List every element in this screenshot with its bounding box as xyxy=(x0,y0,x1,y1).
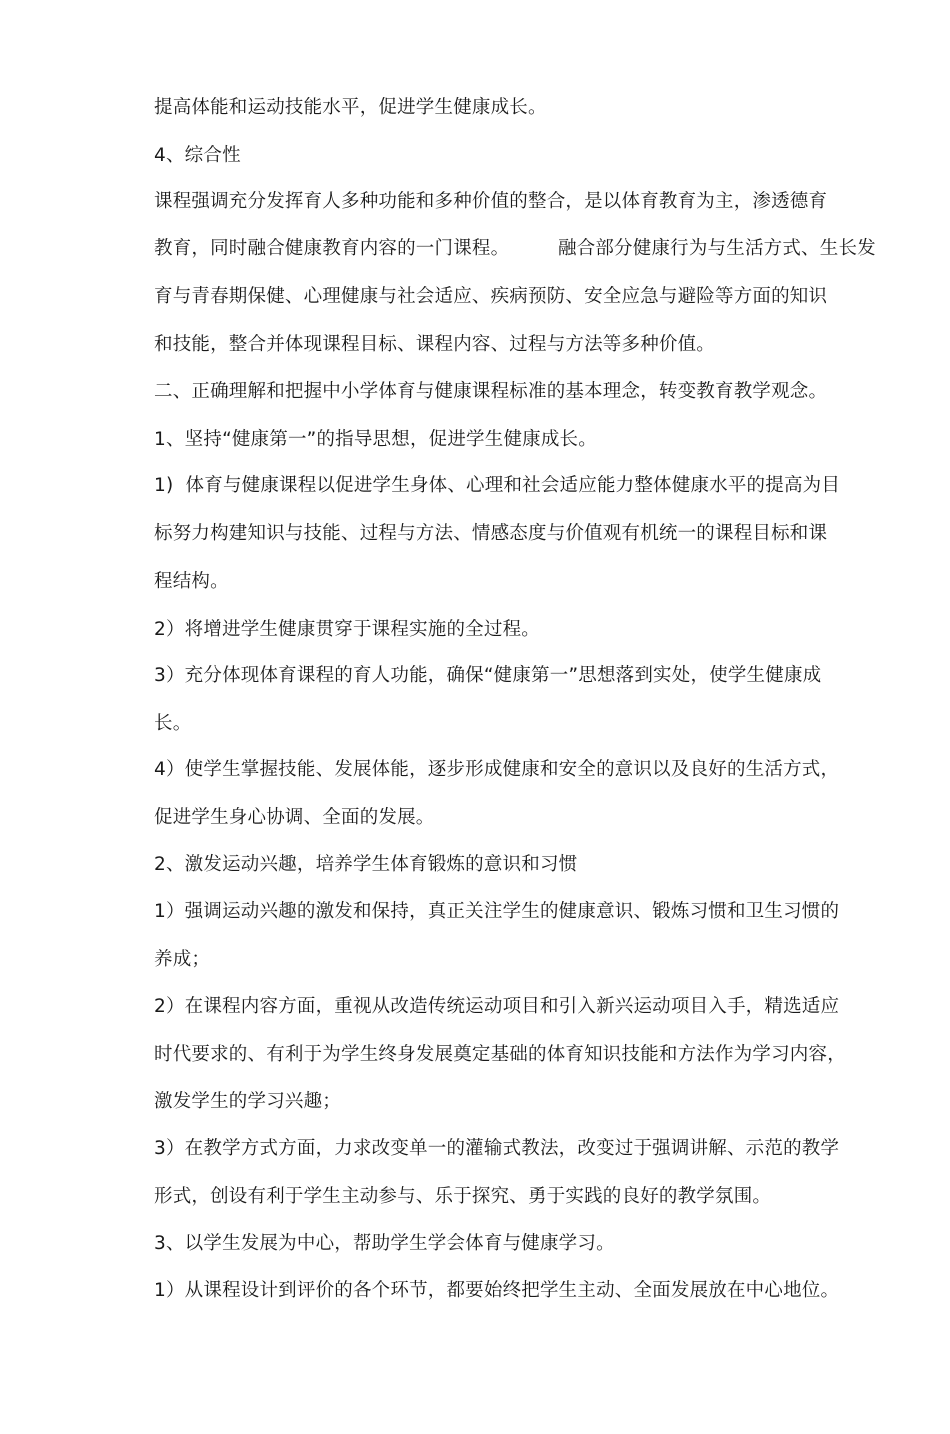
section-heading: 1、坚持“健康第一”的指导思想，促进学生健康成长。 xyxy=(154,429,597,450)
text-line: 4）使学生掌握技能、发展体能，逐步形成健康和安全的意识以及良好的生活方式， xyxy=(154,759,840,780)
text-line: 程结构。 xyxy=(154,571,229,592)
section-heading: 4、综合性 xyxy=(154,145,241,166)
text-line: 2）在课程内容方面，重视从改造传统运动项目和引入新兴运动项目入手，精选适应 xyxy=(154,996,840,1017)
text-line: 2）将增进学生健康贯穿于课程实施的全过程。 xyxy=(154,619,540,640)
text-line: 形式，创设有利于学生主动参与、乐于探究、勇于实践的良好的教学氛围。 xyxy=(154,1186,772,1207)
text-line: 1) 体育与健康课程以促进学生身体、心理和社会适应能力整体健康水平的提高为目 xyxy=(154,475,841,496)
text-line: 长。 xyxy=(154,713,192,734)
text-line: 教育，同时融合健康教育内容的一门课程。 融合部分健康行为与生活方式、生长发 xyxy=(154,238,876,259)
text-line: 3）充分体现体育课程的育人功能，确保“健康第一”思想落到实处，使学生健康成 xyxy=(154,665,822,686)
section-heading: 2、激发运动兴趣，培养学生体育锻炼的意识和习惯 xyxy=(154,854,578,875)
text-line: 1）从课程设计到评价的各个环节，都要始终把学生主动、全面发展放在中心地位。 xyxy=(154,1280,840,1301)
text-line: 1）强调运动兴趣的激发和保持，真正关注学生的健康意识、锻炼习惯和卫生习惯的 xyxy=(154,901,840,922)
text-line: 时代要求的、有利于为学生终身发展奠定基础的体育知识技能和方法作为学习内容， xyxy=(154,1044,846,1065)
text-line: 3）在教学方式方面，力求改变单一的灌输式教法，改变过于强调讲解、示范的教学 xyxy=(154,1138,840,1159)
text-line: 和技能，整合并体现课程目标、课程内容、过程与方法等多种价值。 xyxy=(154,334,716,355)
text-line: 养成； xyxy=(154,949,211,970)
text-line: 课程强调充分发挥育人多种功能和多种价值的整合，是以体育教育为主，渗透德育 xyxy=(154,191,828,212)
section-heading: 二、正确理解和把握中小学体育与健康课程标准的基本理念，转变教育教学观念。 xyxy=(154,381,828,402)
text-line: 育与青春期保健、心理健康与社会适应、疾病预防、安全应急与避险等方面的知识 xyxy=(154,286,828,307)
section-heading: 3、以学生发展为中心，帮助学生学会体育与健康学习。 xyxy=(154,1233,615,1254)
text-line: 提高体能和运动技能水平，促进学生健康成长。 xyxy=(154,97,547,118)
text-line: 激发学生的学习兴趣； xyxy=(154,1091,342,1112)
text-line: 标努力构建知识与技能、过程与方法、情感态度与价值观有机统一的课程目标和课 xyxy=(154,523,828,544)
text-line: 促进学生身心协调、全面的发展。 xyxy=(154,807,435,828)
